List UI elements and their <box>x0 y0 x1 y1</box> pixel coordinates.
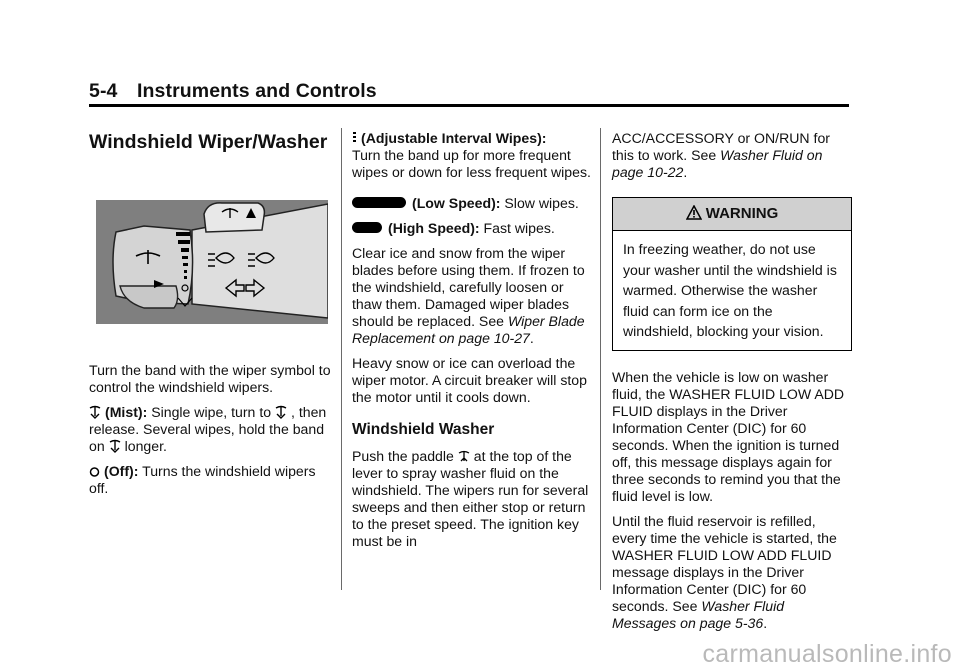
washer-paragraph: Push the paddle at the top of the lever to spray washer fluid on the windshield. The wipers run for several sweeps and then either stop or return to the preset speed. The ignition key must be in <box>352 448 589 549</box>
mist-text-1: Single wipe, turn to <box>151 404 272 420</box>
column-divider <box>341 128 342 590</box>
washer-fluid-messages-link[interactable]: Washer Fluid Messages on page 5-36 <box>612 597 785 631</box>
low-fluid-paragraph: When the vehicle is low on washer fluid, the WASHER FLUID LOW ADD FLUID displays in the Driver Information Center (DIC) for 60 seconds. When the ignition is turned off, this message displays again for three seconds to remind you that the fluid level is low. <box>612 368 845 504</box>
page-number: 5-4 <box>89 80 118 102</box>
column-middle <box>352 130 592 558</box>
warning-text: In freezing weather, do not use your washer until the windshield is warmed. Otherwise the washer fluid can form ice on the windshield, blocking your vision. <box>623 241 837 339</box>
mist-text-3: longer. <box>124 438 167 454</box>
column-right <box>612 130 852 640</box>
interval-text: Turn the band up for more frequent wipes or down for less frequent wipes. <box>352 147 591 180</box>
refill-paragraph: Until the fluid reservoir is refilled, every time the vehicle is started, the WASHER FLUID LOW ADD FLUID message displays in the Driver Information Center (DIC) for 60 seconds. See Washer Fluid Messages on page 5-36. <box>612 512 837 631</box>
warning-box <box>612 197 852 351</box>
mist-wiper-icon <box>109 439 121 453</box>
warning-title: WARNING <box>705 205 779 222</box>
ignition-paragraph: ACC/ACCESSORY or ON/RUN for this to work. See Washer Fluid on page 10-22. <box>612 130 830 180</box>
low-speed-paragraph <box>352 195 592 212</box>
mist-wiper-icon <box>89 405 101 419</box>
intro-paragraph: Turn the band with the wiper symbol to control the windshield wipers. <box>89 362 331 395</box>
off-circle-icon <box>89 466 100 478</box>
wiper-blade-link[interactable]: Wiper Blade Replacement on page 10-27 <box>352 313 585 346</box>
off-paragraph <box>89 463 333 497</box>
interval-paragraph <box>352 130 592 181</box>
interval-label: (Adjustable Interval Wipes): <box>361 130 547 146</box>
ice-paragraph: Clear ice and snow from the wiper blades before using them. If frozen to the windshield, carefully loosen or thaw them. Damaged wiper blades should be replaced. See Wiper Blade Replacement on page 10-27. <box>352 245 585 346</box>
low-speed-icon <box>352 197 406 208</box>
chapter-title: Instruments and Controls <box>137 80 377 102</box>
off-text: Turns the windshield wipers off. <box>89 463 316 496</box>
high-speed-icon <box>352 222 382 233</box>
high-speed-text: Fast wipes. <box>483 220 555 236</box>
column-left-text <box>89 362 333 505</box>
warning-triangle-icon <box>686 205 702 220</box>
high-speed-paragraph <box>352 220 592 237</box>
watermark: carmanualsonline.info <box>702 640 952 668</box>
page-header <box>89 80 377 103</box>
washer-subheading: Windshield Washer <box>352 421 495 438</box>
mist-wiper-icon <box>275 405 287 419</box>
warning-header <box>613 198 851 231</box>
snow-paragraph: Heavy snow or ice can overload the wiper motor. A circuit breaker will stop the motor until it cools down. <box>352 355 587 405</box>
washer-icon <box>458 449 470 463</box>
low-speed-label: (Low Speed): <box>412 195 501 211</box>
high-speed-label: (High Speed): <box>388 220 480 236</box>
mist-paragraph <box>89 404 333 455</box>
section-title: Windshield Wiper/Washer <box>89 131 328 153</box>
header-rule <box>89 104 849 107</box>
column-left <box>89 130 331 154</box>
low-speed-text: Slow wipes. <box>504 195 579 211</box>
off-label: (Off): <box>104 463 139 479</box>
mist-text-2: , then release. Several wipes, hold the band on <box>89 404 327 454</box>
interval-marks-icon <box>352 131 357 145</box>
wiper-lever-illustration <box>96 200 328 324</box>
washer-fluid-link[interactable]: Washer Fluid on page 10-22 <box>612 147 823 180</box>
mist-label: (Mist): <box>105 404 148 420</box>
column-divider <box>600 128 601 590</box>
